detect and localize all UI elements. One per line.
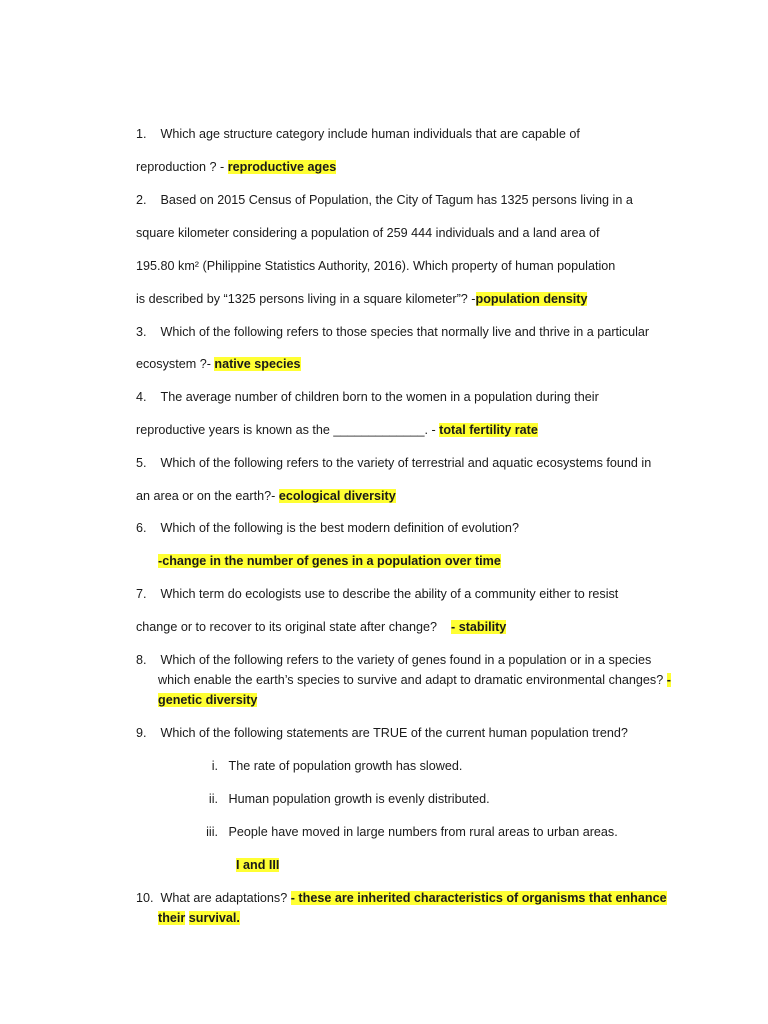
answer-highlight: genetic diversity: [158, 693, 258, 707]
question-7-line-1: [136, 586, 618, 602]
question-number: 6.: [136, 521, 147, 535]
option-number: i.: [211, 759, 218, 773]
question-text: is described by “1325 persons living in a square kilometer”? -: [136, 292, 476, 306]
question-9-line-1: [136, 725, 628, 741]
question-6-line-1: [136, 520, 519, 536]
question-number: 10.: [136, 891, 154, 905]
question-2-line-2: [136, 225, 600, 241]
question-number: 5.: [136, 456, 147, 470]
question-number: 2.: [136, 193, 147, 207]
question-10-line-1: [136, 890, 667, 906]
question-2-line-3: [136, 258, 615, 274]
question-text: What are adaptations?: [160, 891, 291, 905]
question-2-line-4: [136, 291, 587, 307]
question-text: Based on 2015 Census of Population, the City of Tagum has 1325 persons living in a: [160, 193, 633, 207]
question-text: Which of the following refers to the variety of genes found in a population or in a species: [160, 653, 652, 667]
option-text: People have moved in large numbers from rural areas to urban areas.: [228, 825, 618, 839]
question-8-line-2: [158, 672, 671, 688]
question-number: 9.: [136, 726, 147, 740]
question-text: Which of the following statements are TRUE of the current human population trend?: [160, 726, 628, 740]
question-4-line-1: [136, 389, 599, 405]
question-text: 195.80 km² (Philippine Statistics Authority, 2016). Which property of human population: [136, 259, 616, 273]
question-2-line-1: [136, 192, 633, 208]
answer-highlight: ecological diversity: [278, 489, 396, 503]
question-6-answer-line: [158, 553, 501, 569]
question-text: Which of the following is the best modern definition of evolution?: [160, 521, 519, 535]
question-8-line-1: [136, 652, 651, 668]
question-3-line-1: [136, 324, 649, 340]
question-number: 1.: [136, 127, 147, 141]
question-text: Which term do ecologists use to describe the ability of a community either to resist: [160, 587, 619, 601]
question-text: Which of the following refers to the variety of terrestrial and aquatic ecosystems found in: [160, 456, 652, 470]
question-text: which enable the earth’s species to survive and adapt to dramatic environmental changes?: [158, 673, 667, 687]
option-text: The rate of population growth has slowed.: [228, 759, 463, 773]
question-9-option-1: [200, 758, 462, 774]
answer-highlight: - these are inherited characteristics of organisms that enhance: [290, 891, 667, 905]
answer-highlight: their: [158, 911, 186, 925]
question-9-answer-line: [236, 857, 279, 873]
question-8-line-3: [158, 692, 257, 708]
answer-highlight: population density: [475, 292, 588, 306]
question-5-line-2: [136, 488, 396, 504]
question-text: square kilometer considering a population of 259 444 individuals and a land area of: [136, 226, 600, 240]
question-text: Which of the following refers to those species that normally live and thrive in a particular: [160, 325, 650, 339]
answer-highlight: -change in the number of genes in a population over time: [158, 554, 501, 568]
answer-highlight: native species: [214, 357, 301, 371]
option-number: ii.: [208, 792, 218, 806]
question-10-line-2: [158, 910, 240, 926]
question-1-line-1: [136, 126, 580, 142]
question-text: ecosystem ?-: [136, 357, 215, 371]
question-4-line-2: [136, 422, 538, 438]
option-number: iii.: [206, 825, 218, 839]
question-text: Which age structure category include human individuals that are capable of: [160, 127, 580, 141]
question-text: The average number of children born to the women in a population during their: [160, 390, 599, 404]
question-number: 3.: [136, 325, 147, 339]
answer-highlight: reproductive ages: [227, 160, 337, 174]
answer-highlight: -: [666, 673, 671, 687]
question-text: reproduction ? -: [136, 160, 228, 174]
answer-highlight: I and III: [236, 858, 280, 872]
question-text: change or to recover to its original state after change?: [136, 620, 452, 634]
answer-highlight: - stability: [451, 620, 507, 634]
question-text: reproductive years is known as the _____________. -: [136, 423, 440, 437]
question-3-line-2: [136, 356, 301, 372]
question-number: 7.: [136, 587, 147, 601]
question-text: an area or on the earth?-: [136, 489, 279, 503]
question-9-option-3: [200, 824, 618, 840]
answer-highlight: total fertility rate: [439, 423, 538, 437]
question-7-line-2: [136, 619, 506, 635]
question-number: 4.: [136, 390, 147, 404]
option-text: Human population growth is evenly distributed.: [228, 792, 490, 806]
question-9-option-2: [200, 791, 490, 807]
question-5-line-1: [136, 455, 651, 471]
answer-highlight: survival.: [188, 911, 240, 925]
question-number: 8.: [136, 653, 147, 667]
question-1-line-2: [136, 159, 336, 175]
